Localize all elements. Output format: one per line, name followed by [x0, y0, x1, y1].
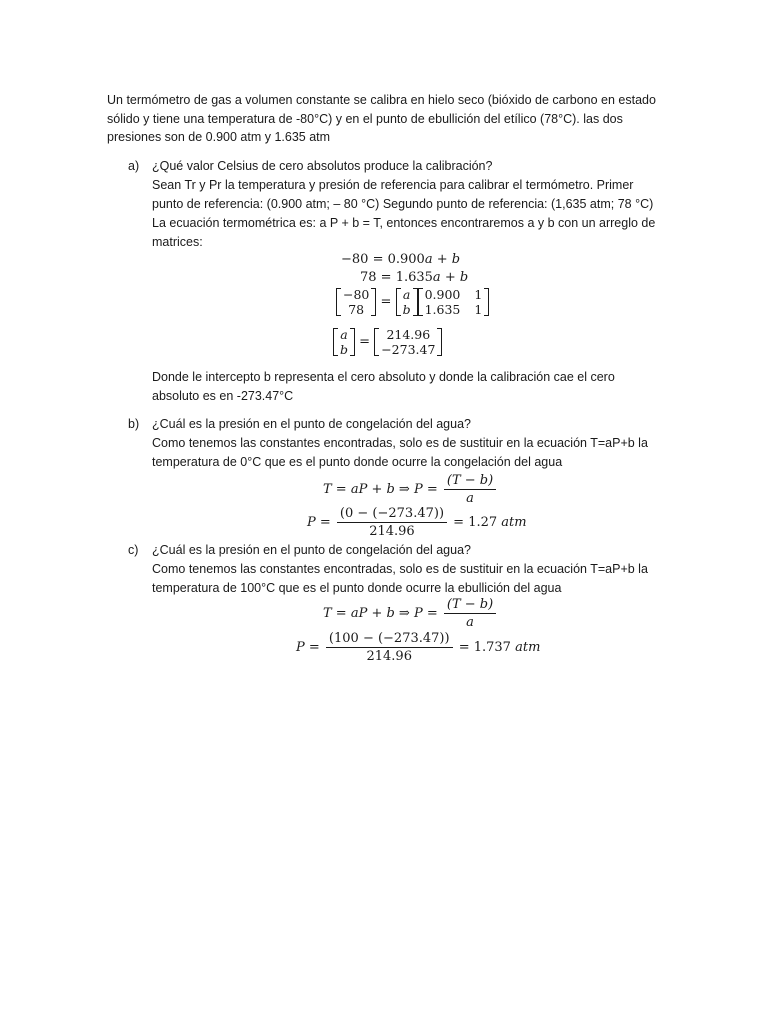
formula-solve-p: T = aP + b ⇒ P = $\frac{(T - b)}{a}$	[323, 472, 498, 507]
intro-line: presiones son de 0.900 atm y 1.635 atm	[107, 130, 331, 145]
answer-line: absoluto es en -273.47°C	[152, 389, 294, 403]
problem-statement	[107, 91, 667, 147]
intro-line: sólido y tiene una temperatura de -80°C) y en el punto de ebullición del etílico (78°C). las dos	[107, 111, 623, 126]
result-equation: a b = 214.96 −273.47	[333, 327, 442, 357]
answer-line: Como tenemos las constantes encontradas, solo es de sustituir en la ecuación T=aP+b la	[152, 436, 648, 450]
answer-line: Sean Tr y Pr la temperatura y presión de referencia para calibrar el termómetro. Primer	[152, 178, 634, 192]
formula-solve-p: T = aP + b ⇒ P = $\frac{(T - b)}{a}$	[323, 596, 498, 631]
answer-line: punto de referencia: (0.900 atm; – 80 °C) Segundo punto de referencia: (1,635 atm; 78 °C)	[152, 197, 654, 211]
vector-ab: a b	[333, 327, 355, 357]
equation-1: −80 = 0.900a + b	[341, 252, 461, 267]
answer-line: Como tenemos las constantes encontradas, solo es de sustituir en la ecuación T=aP+b la	[152, 562, 648, 576]
result-vector: 214.96 −273.47	[374, 327, 442, 357]
question-label: c)	[128, 543, 139, 557]
question-label: b)	[128, 417, 140, 431]
question-label: a)	[128, 159, 140, 173]
question-text: ¿Qué valor Celsius de cero absolutos produce la calibración?	[152, 159, 493, 173]
vector-t: −80 78	[336, 287, 376, 317]
intro-line: Un termómetro de gas a volumen constante se calibra en hielo seco (bióxido de carbono en estado	[107, 93, 656, 107]
question-text: ¿Cuál es la presión en el punto de congelación del agua?	[152, 417, 471, 431]
answer-line: La ecuación termométrica es: a P + b = T, entonces encontraremos a y b con un arreglo de	[152, 216, 656, 230]
formula-pressure-b: P = $\frac{(0 - (-273.47))}{214.96}$ = 1.27 atm	[307, 506, 527, 539]
vector-ab: a b	[396, 287, 418, 317]
matrix-equation: −80 78 = a b 0.900 1 1.635 1	[336, 287, 489, 317]
answer-line: temperatura de 100°C que es el punto donde ocurre la ebullición del agua	[152, 581, 562, 595]
matrix-p: 0.900 1 1.635 1	[418, 287, 490, 317]
answer-line: matrices:	[152, 235, 203, 249]
question-text: ¿Cuál es la presión en el punto de congelación del agua?	[152, 543, 471, 557]
answer-line: temperatura de 0°C que es el punto donde ocurre la congelación del agua	[152, 455, 563, 469]
equation-2: 78 = 1.635a + b	[360, 270, 469, 285]
answer-line: Donde le intercepto b representa el cero absoluto y donde la calibración cae el cero	[152, 370, 615, 384]
formula-pressure-c: P = $\frac{(100 - (-273.47))}{214.96}$ = 1.737 atm	[296, 631, 541, 664]
conclusion-a	[152, 368, 692, 406]
